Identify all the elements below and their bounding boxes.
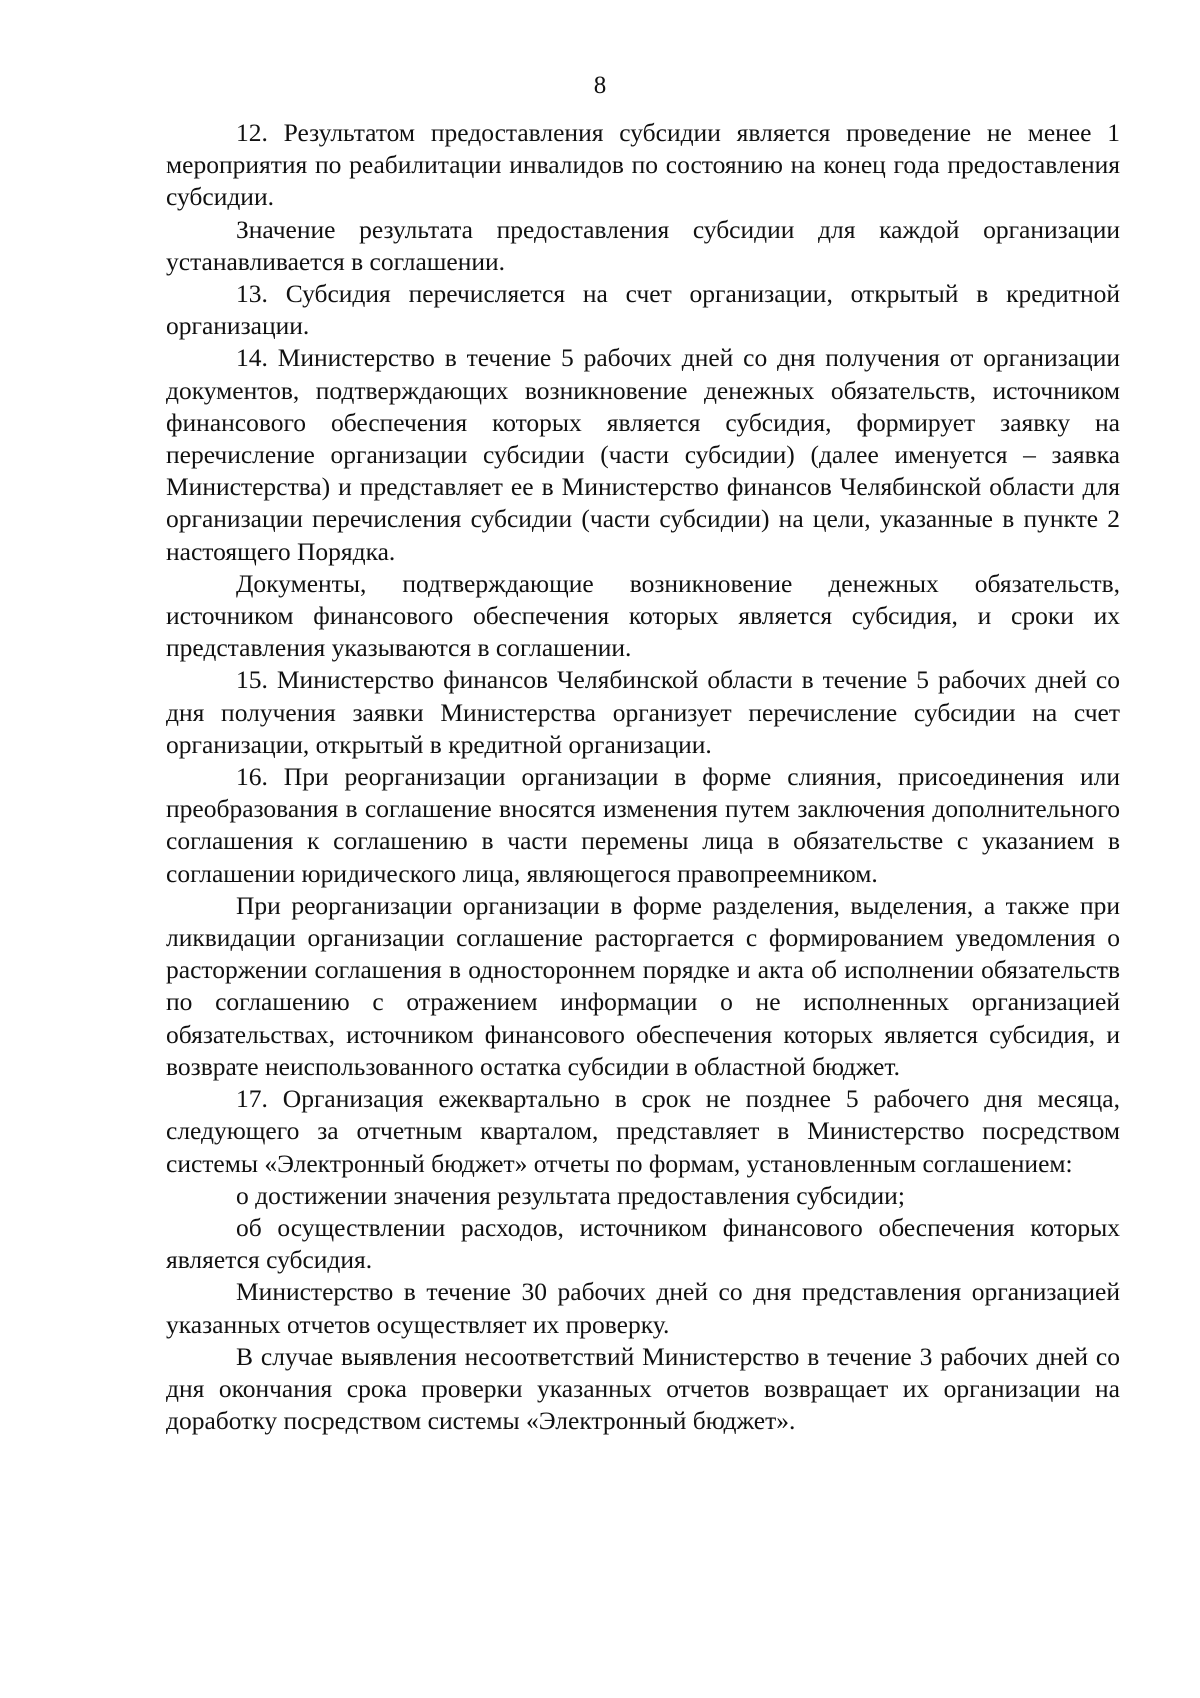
paragraph-15: 15. Министерство финансов Челябинской области в течение 5 рабочих дней со дня получения заявки Министерства организует перечисление субсидии на счет организации, открытый в кредитной организации. — [166, 665, 1120, 759]
document-body — [166, 117, 1120, 1437]
paragraph-17-return: В случае выявления несоответствий Министерство в течение 3 рабочих дней со дня окончания срока проверки указанных отчетов возвращает их организации на доработку посредством системы «Электронный бюджет». — [166, 1341, 1120, 1436]
paragraph-17-verification: Министерство в течение 30 рабочих дней со дня представления организацией указанных отчетов осуществляет их проверку. — [166, 1277, 1120, 1339]
paragraph-16: 16. При реорганизации организации в форме слияния, присоединения или преобразования в соглашение вносятся изменения путем заключения дополнительного соглашения к соглашению в части перемены лица в обязательстве с указанием в соглашении юридического лица, являющегося правопреемником. — [166, 762, 1120, 888]
paragraph-17-report-expenses: об осуществлении расходов, источником финансового обеспечения которых является субсидия. — [166, 1212, 1120, 1275]
paragraph-14-documents: Документы, подтверждающие возникновение денежных обязательств, источником финансового обеспечения которых является субсидия, и сроки их представления указываются в соглашении. — [166, 568, 1120, 663]
paragraph-14: 14. Министерство в течение 5 рабочих дней со дня получения от организации документов, подтверждающих возникновение денежных обязательств, источником финансового обеспечения которых является субсидия, формирует заявку на перечисление организации субсидии (части субсидии) (далее именуется – заявка Министерства) и представляет ее в Министерство финансов Челябинской области для организации перечисления субсидии (части субсидии) на цели, указанные в пункте 2 настоящего Порядка. — [166, 343, 1120, 566]
paragraph-13: 13. Субсидия перечисляется на счет организации, открытый в кредитной организации. — [166, 279, 1120, 341]
page-number: 8 — [593, 72, 607, 99]
paragraph-12: 12. Результатом предоставления субсидии является проведение не менее 1 мероприятия по реабилитации инвалидов по состоянию на конец года предоставления субсидии. — [166, 118, 1120, 212]
paragraph-12-result-value: Значение результата предоставления субсидии для каждой организации устанавливается в соглашении. — [166, 214, 1120, 276]
paragraph-16-division: При реорганизации организации в форме разделения, выделения, а также при ликвидации организации соглашение расторгается с формированием уведомления о расторжении соглашения в одностороннем порядке и акта об исполнении обязательств по соглашению с отражением информации о не исполненных организацией обязательствах, источником финансового обеспечения которых является субсидия, и возврате неиспользованного остатка субсидии в областной бюджет. — [166, 890, 1120, 1081]
paragraph-17: 17. Организация ежеквартально в срок не позднее 5 рабочего дня месяца, следующего за отчетным кварталом, представляет в Министерство посредством системы «Электронный бюджет» отчеты по формам, установленным соглашением: — [166, 1084, 1120, 1178]
paragraph-17-report-result: о достижении значения результата предоставления субсидии; — [236, 1180, 905, 1210]
